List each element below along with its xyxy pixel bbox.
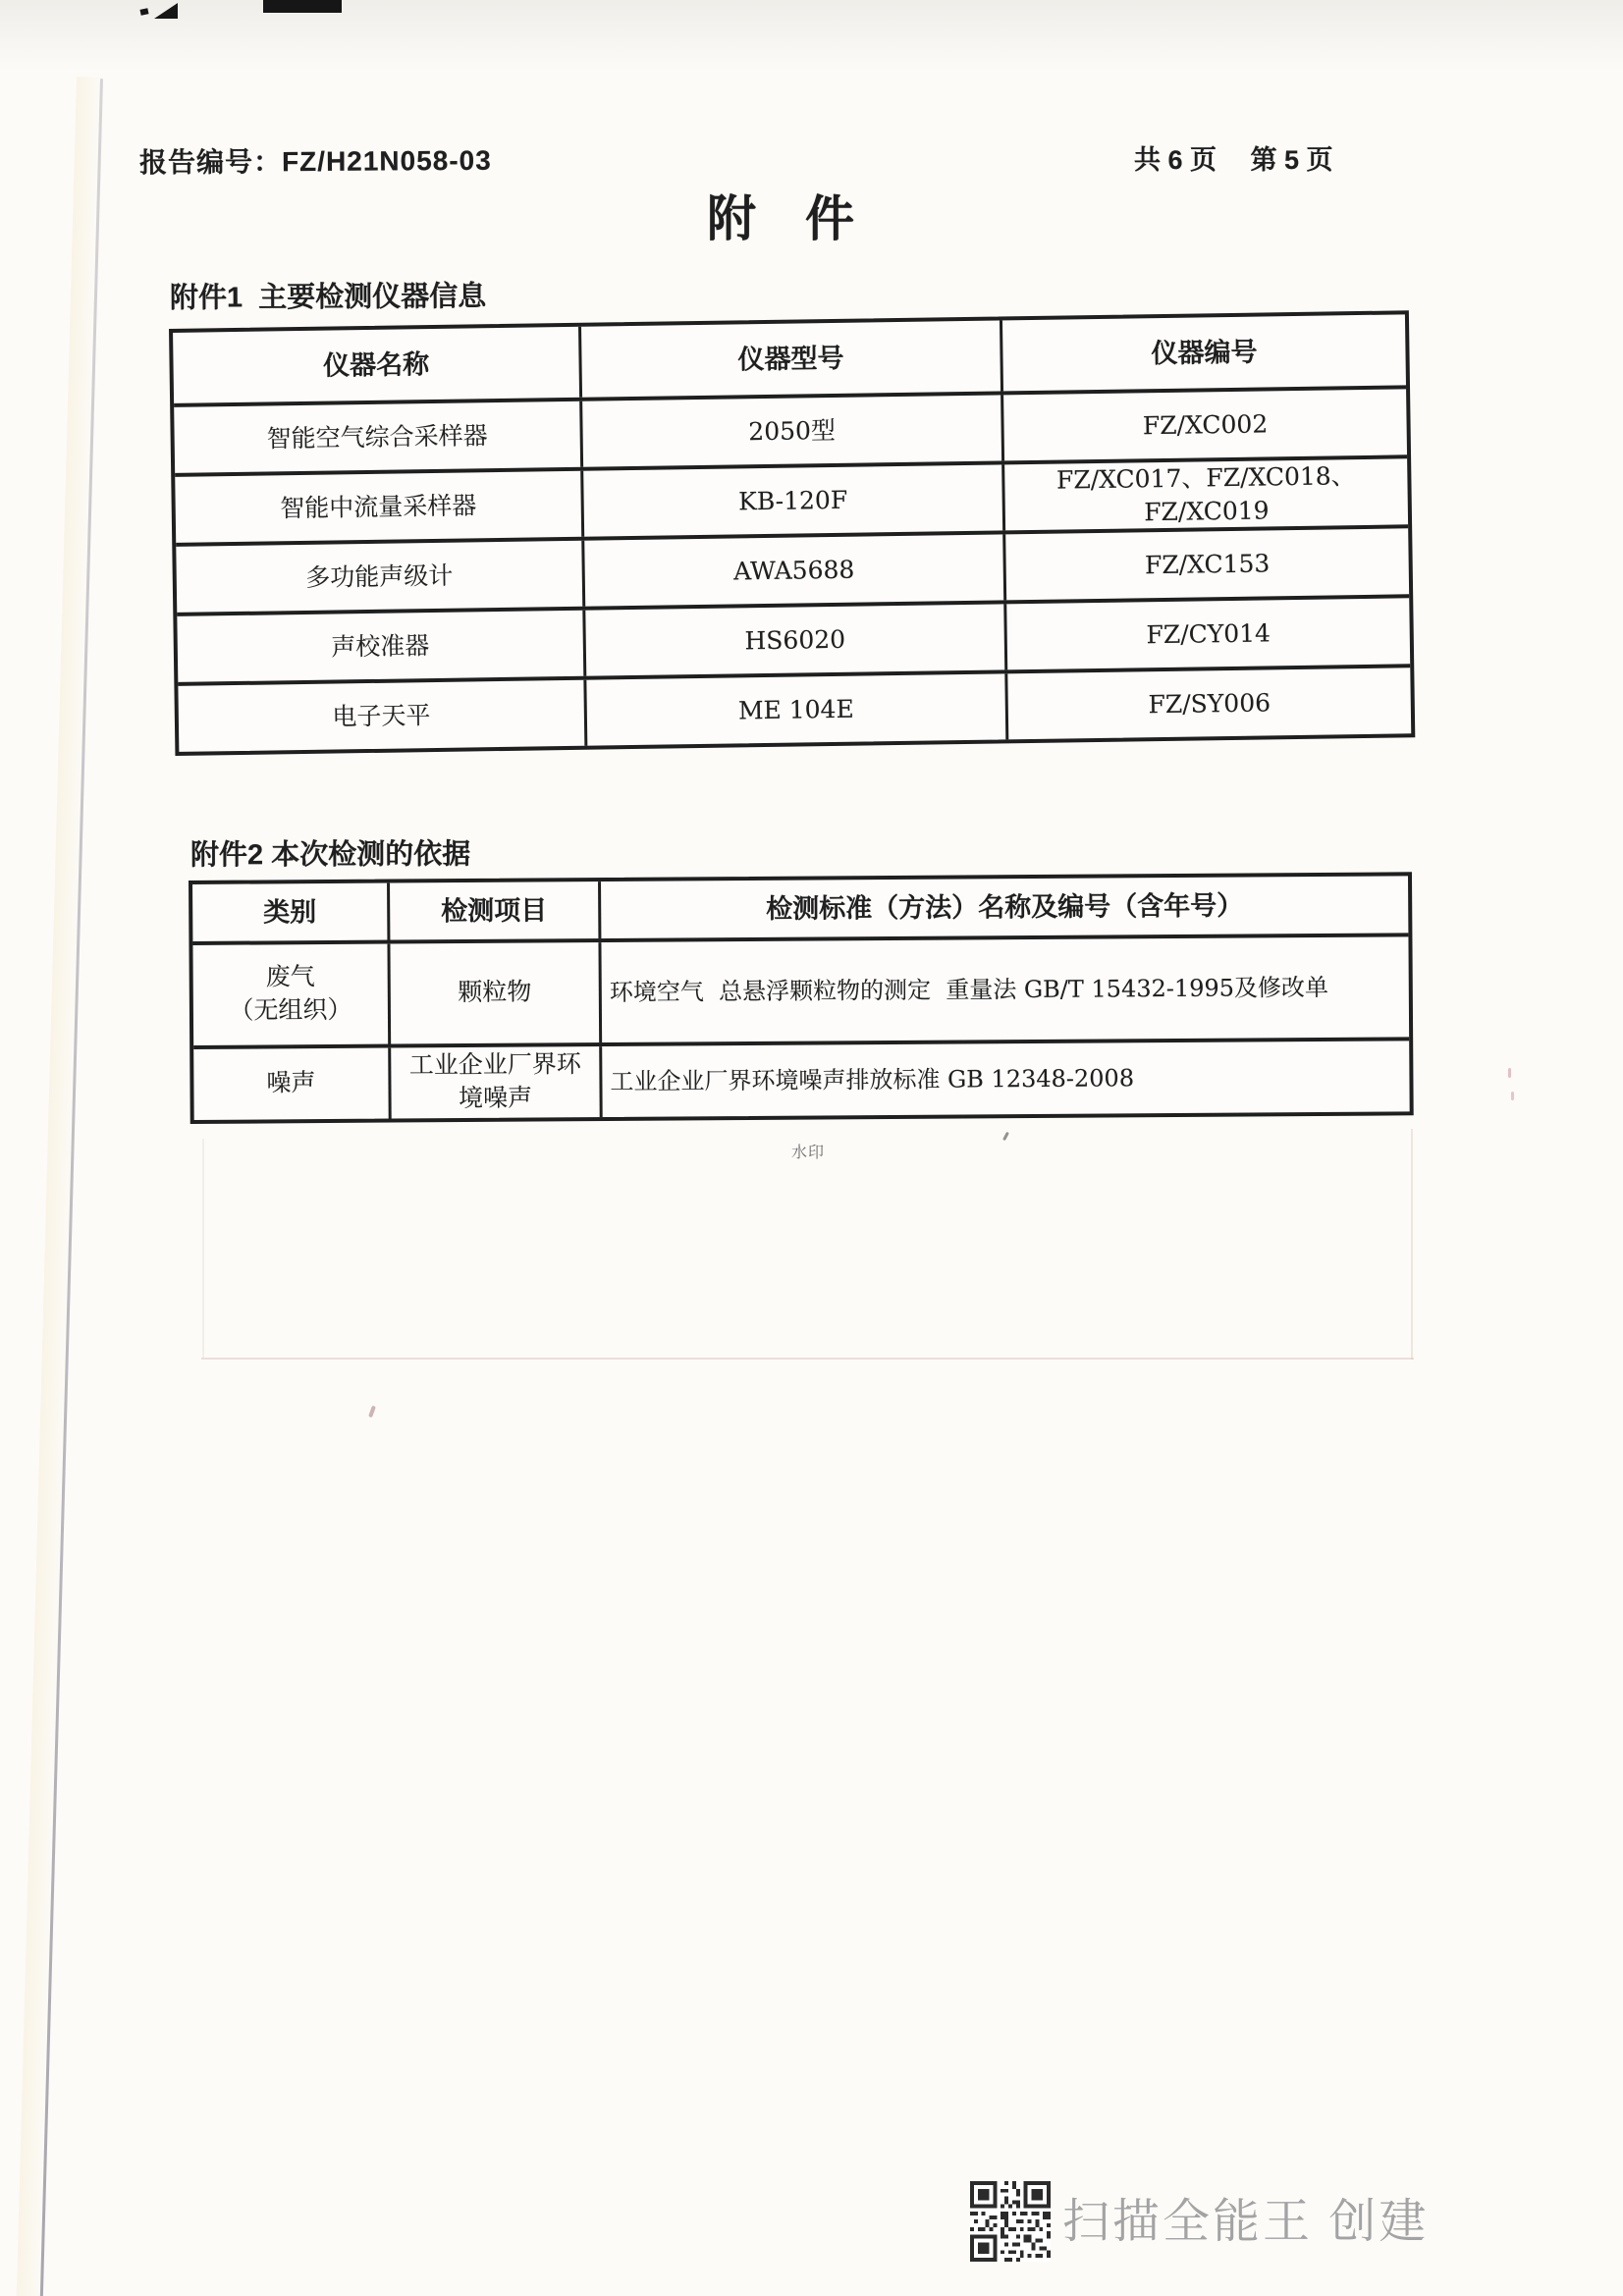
header-cell-standard: 检测标准（方法）名称及编号（含年号） xyxy=(598,876,1408,938)
attachment1-heading: 附件1 主要检测仪器信息 xyxy=(169,281,487,314)
header-cell-category: 类别 xyxy=(263,896,317,928)
cell-instrument-name: 声校准器 xyxy=(331,630,430,662)
cell-instrument-model: HS6020 xyxy=(582,604,1004,675)
report-number: 报告编号：FZ/H21N058-03 xyxy=(138,144,492,179)
header-cell-instrument-serial: 仪器编号 xyxy=(1000,314,1406,391)
scan-speck xyxy=(1511,1092,1514,1100)
cell-test-item: 颗粒物 xyxy=(387,942,599,1043)
page-ghost-imprint xyxy=(201,1358,1414,1360)
table-header-row xyxy=(192,876,1408,941)
cell-category: 噪声 xyxy=(266,1069,316,1097)
cell-category: 废气 （无组织） xyxy=(229,963,352,1025)
qr-code-icon xyxy=(970,2177,1051,2266)
page-ghost-imprint xyxy=(202,1139,204,1358)
cell-instrument-model: 2050型 xyxy=(579,395,1001,466)
table-row xyxy=(192,933,1409,1045)
scanner-credit-text: 扫描全能王 创建 xyxy=(1062,2196,1430,2248)
cell-instrument-name: 电子天平 xyxy=(332,700,431,731)
scan-ink-artifact xyxy=(263,0,342,13)
scan-ink-artifact xyxy=(139,8,148,16)
header-cell-test-item: 检测项目 xyxy=(387,881,598,939)
cell-instrument-serial: FZ/SY006 xyxy=(1004,667,1411,739)
page-ghost-imprint xyxy=(1411,1129,1413,1360)
cell-instrument-model: KB-120F xyxy=(580,464,1002,536)
scan-speck xyxy=(1508,1068,1511,1078)
standards-table xyxy=(189,872,1414,1124)
cell-instrument-serial: FZ/XC153 xyxy=(1002,528,1409,600)
attachment2-heading: 附件2 本次检测的依据 xyxy=(189,838,471,872)
scan-ink-artifact xyxy=(154,3,178,19)
cell-instrument-model: AWA5688 xyxy=(581,534,1003,606)
header-cell-instrument-model: 仪器型号 xyxy=(578,320,1001,397)
cell-standard: 工业企业厂界环境噪声排放标准 GB 12348-2008 xyxy=(599,1041,1409,1117)
instruments-table xyxy=(169,310,1415,756)
table-row xyxy=(193,1037,1410,1120)
document-title: 附 件 xyxy=(707,191,854,246)
cell-instrument-name: 智能空气综合采样器 xyxy=(266,420,488,454)
cell-instrument-serial: FZ/CY014 xyxy=(1003,598,1410,669)
page-counter: 共 6 页 第 5 页 xyxy=(1134,145,1333,175)
cell-instrument-name: 多功能声级计 xyxy=(305,561,454,592)
scan-speck xyxy=(1002,1132,1009,1141)
scan-top-shadow xyxy=(0,0,1623,88)
cell-instrument-serial: FZ/XC017、FZ/XC018、FZ/XC019 xyxy=(1001,458,1408,530)
cell-instrument-serial: FZ/XC002 xyxy=(1001,389,1407,460)
scan-speck xyxy=(368,1406,376,1418)
cell-standard: 环境空气 总悬浮颗粒物的测定 重量法 GB/T 15432-1995及修改单 xyxy=(598,936,1409,1042)
cell-instrument-name: 智能中流量采样器 xyxy=(279,491,477,522)
cell-instrument-model: ME 104E xyxy=(583,673,1005,745)
watermark-label: 水印 xyxy=(791,1145,826,1161)
cell-test-item: 工业企业厂界环 境噪声 xyxy=(388,1046,599,1118)
header-cell-instrument-name: 仪器名称 xyxy=(322,348,430,381)
